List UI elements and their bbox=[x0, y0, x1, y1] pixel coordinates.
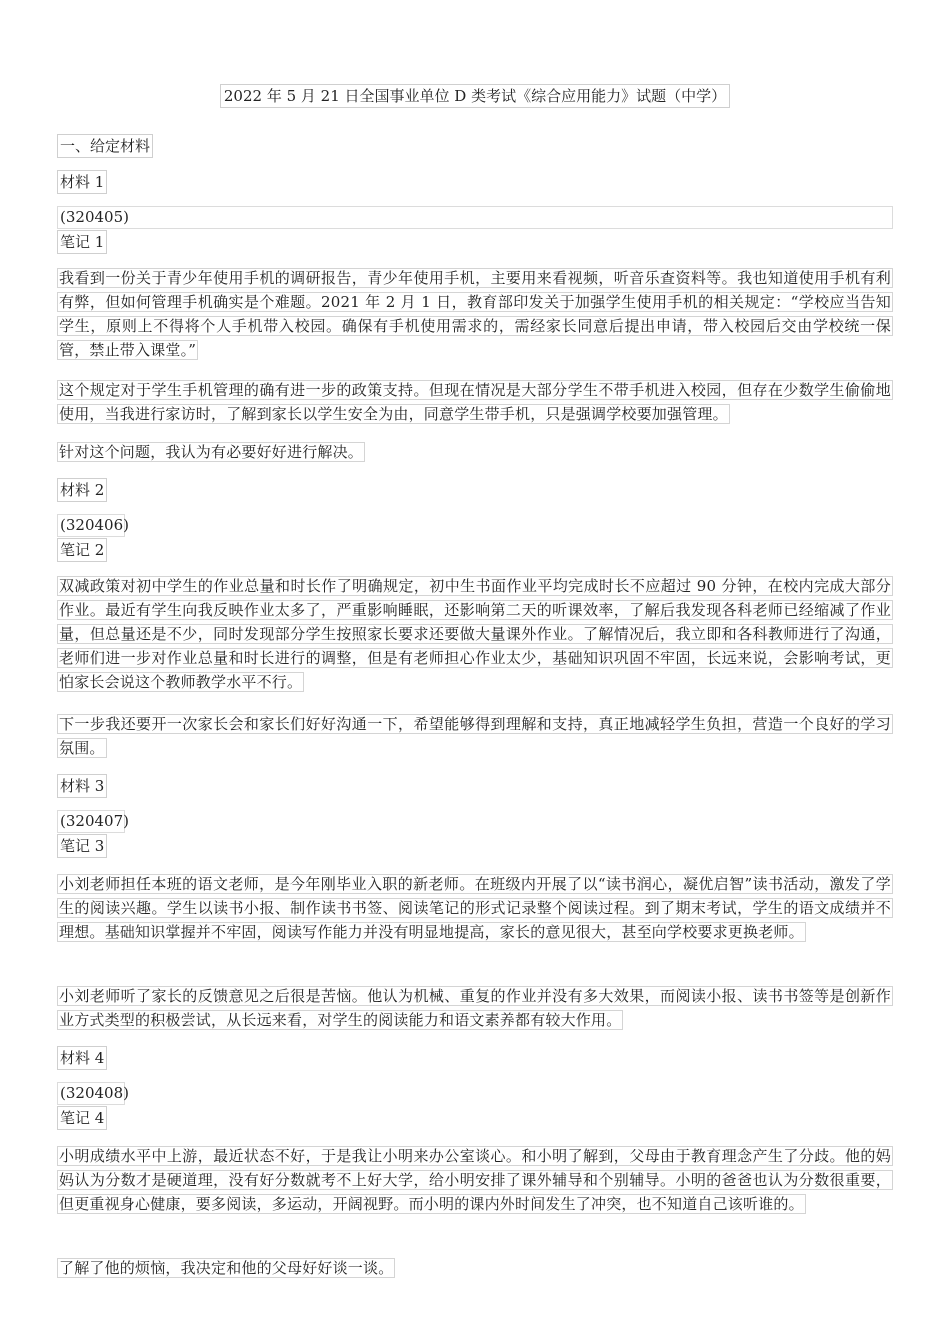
paragraph: 下一步我还要开一次家长会和家长们好好沟通一下，希望能够得到理解和支持，真正地减轻学生负担，营造一个良好的学习氛围。 bbox=[59, 715, 891, 757]
note-label: 笔记 1 bbox=[57, 230, 107, 254]
paragraph: 小刘老师听了家长的反馈意见之后很是苦恼。他认为机械、重复的作业并没有多大效果，而阅读小报、读书书签等是创新作业方式类型的积极尝试，从长远来看，对学生的阅读能力和语文素养都有较大作用。 bbox=[59, 987, 891, 1029]
section-heading: 一、给定材料 bbox=[57, 134, 153, 158]
material-label: 材料 3 bbox=[57, 774, 107, 798]
note-label: 笔记 4 bbox=[57, 1106, 107, 1130]
material-label: 材料 1 bbox=[57, 170, 107, 194]
paragraph: 小明成绩水平中上游，最近状态不好，于是我让小明来办公室谈心。和小明了解到，父母由于教育理念产生了分歧。他的妈妈认为分数才是硬道理，没有好分数就考不上好大学，给小明安排了课外辅导和个别辅导。小明的爸爸也认为分数很重要，但更重视身心健康，要多阅读，多运动，开阔视野。而小明的课内外时间发生了冲突，也不知道自己该听谁的。 bbox=[59, 1147, 891, 1213]
material-label: 材料 2 bbox=[57, 478, 107, 502]
paragraph: 这个规定对于学生手机管理的确有进一步的政策支持。但现在情况是大部分学生不带手机进入校园，但存在少数学生偷偷地使用，当我进行家访时，了解到家长以学生安全为由，同意学生带手机，只是强调学校要加强管理。 bbox=[59, 381, 891, 423]
material-code: (320406) bbox=[57, 514, 125, 537]
paragraph: 了解了他的烦恼，我决定和他的父母好好谈一谈。 bbox=[59, 1259, 394, 1277]
paragraph: 双减政策对初中学生的作业总量和时长作了明确规定，初中生书面作业平均完成时长不应超过 90 分钟，在校内完成大部分作业。最近有学生向我反映作业太多了，严重影响睡眠，还影响第二天的听课效率，了解后我发现各科老师已经缩减了作业量，但总量还是不少，同时发现部分学生按照家长要求还要做大量课外作业。了解情况后，我立即和各科教师进行了沟通，老师们进一步对作业总量和时长进行的调整，但是有老师担心作业太少，基础知识巩固不牢固，长远来说，会影响考试，更怕家长会说这个教师教学水平不行。 bbox=[59, 577, 891, 691]
material-code: (320405) bbox=[57, 206, 893, 229]
paragraph: 我看到一份关于青少年使用手机的调研报告，青少年使用手机，主要用来看视频，听音乐查资料等。我也知道使用手机有利有弊，但如何管理手机确实是个难题。2021 年 2 月 1 日，教育部印发关于加强学生使用手机的相关规定：“学校应当告知学生，原则上不得将个人手机带入校园。确保有手机使用需求的，需经家长同意后提出申请，带入校园后交由学校统一保管，禁止带入课堂。” bbox=[59, 269, 891, 359]
material-code: (320407) bbox=[57, 810, 125, 833]
note-label: 笔记 2 bbox=[57, 538, 107, 562]
note-label: 笔记 3 bbox=[57, 834, 107, 858]
material-label: 材料 4 bbox=[57, 1046, 107, 1070]
paragraph: 针对这个问题，我认为有必要好好进行解决。 bbox=[59, 443, 364, 461]
paragraph: 小刘老师担任本班的语文老师，是今年刚毕业入职的新老师。在班级内开展了以“读书润心，凝优启智”读书活动，激发了学生的阅读兴趣。学生以读书小报、制作读书书签、阅读笔记的形式记录整个阅读过程。到了期末考试，学生的语文成绩并不理想。基础知识掌握并不牢固，阅读写作能力并没有明显地提高，家长的意见很大，甚至向学校要求更换老师。 bbox=[59, 875, 891, 941]
document-title: 2022 年 5 月 21 日全国事业单位 D 类考试《综合应用能力》试题（中学） bbox=[0, 84, 950, 108]
material-code: (320408) bbox=[57, 1082, 125, 1105]
